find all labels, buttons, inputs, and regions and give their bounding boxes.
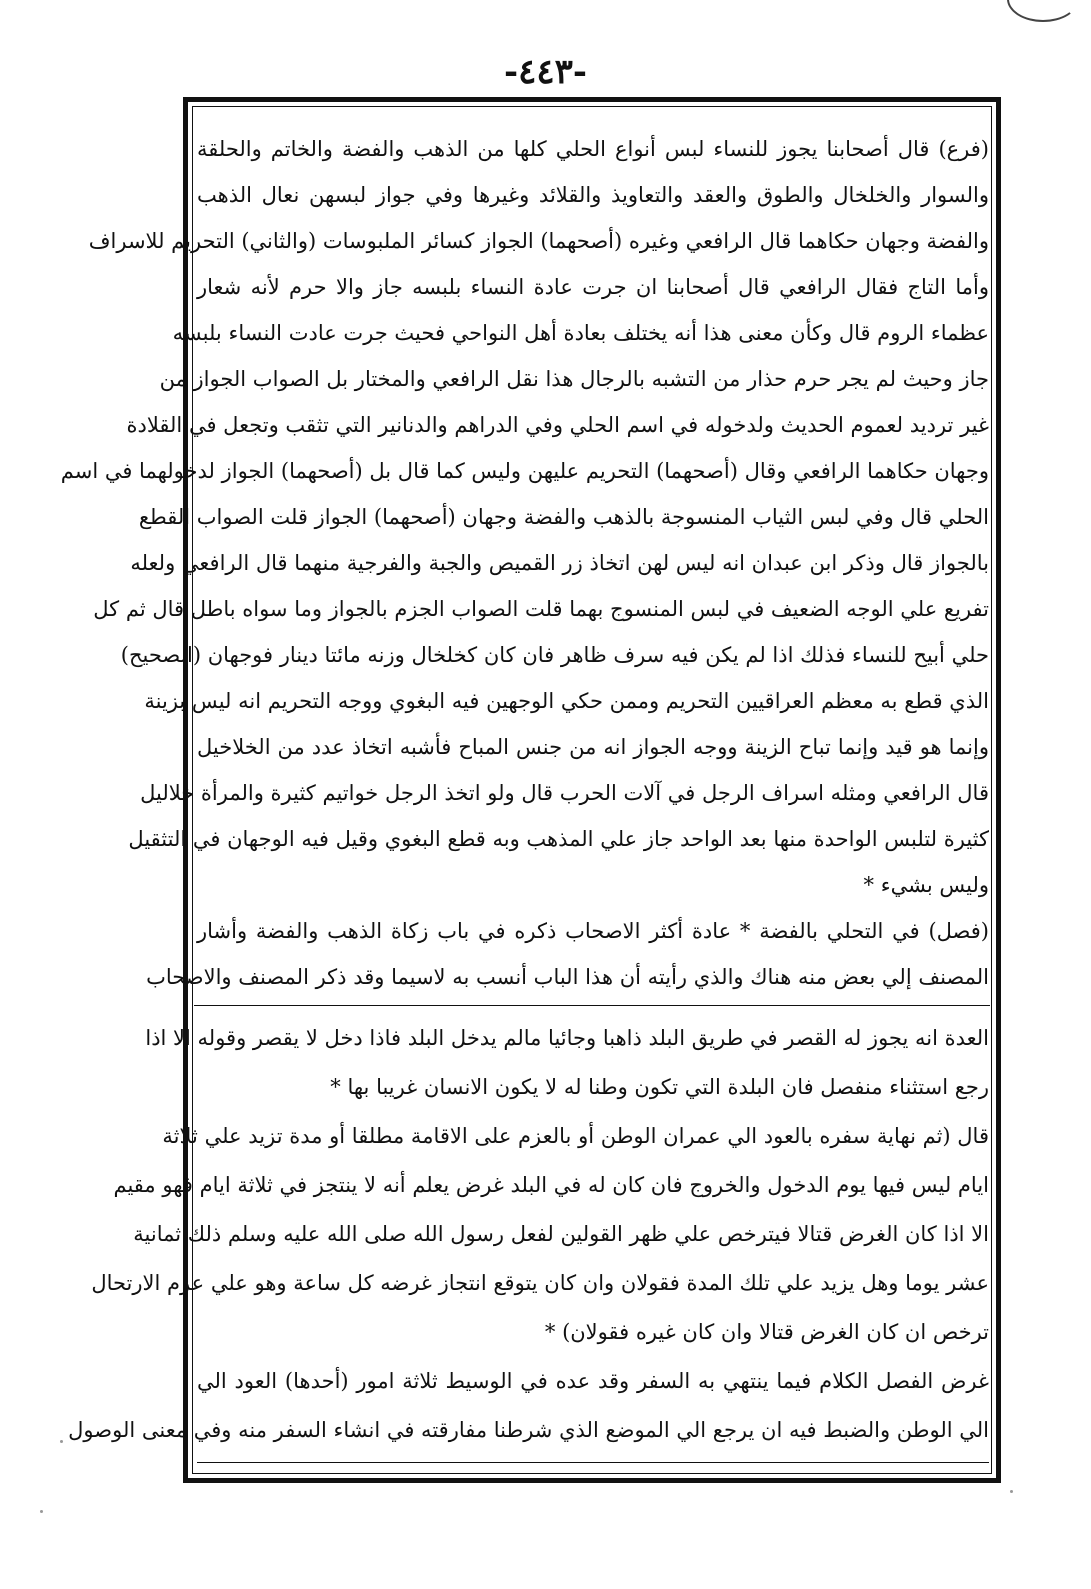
main-text-line: والسوار والخلخال والطوق والعقد والتعاويذ والقلائد وغيرها وفي جواز لبسهن نعال الذهب — [197, 183, 989, 207]
commentary-text-line: عشر يوما وهل يزيد علي تلك المدة فقولان وان كان يتوقع انتجاز غرضه كل ساعة وهو علي عزم الارتحال — [91, 1271, 989, 1295]
main-text-line: كثيرة لتلبس الواحدة منها بعد الواحد جاز علي المذهب وبه قطع البغوي وقيل فيه الوجهان في التثقيل — [128, 827, 989, 851]
main-text-line: بالجواز قال وذكر ابن عبدان انه ليس لهن اتخاذ زر القميص والجبة والفرجية منهما قال الرافعي ولعله — [130, 551, 989, 575]
main-text-line: حلي أبيح للنساء فذلك اذا لم يكن فيه سرف ظاهر فان كان كخلخال وزنه مائتا دينار فوجهان (الصحيح) — [120, 643, 989, 667]
commentary-text-line: ايام ليس فيها يوم الدخول والخروج فان كان له في البلد غرض يعلم أنه لا ينتجز في ثلاثة ايام فهو مقيم — [113, 1173, 989, 1197]
scan-speck — [60, 1440, 63, 1443]
main-text-line: تفريع علي الوجه الضعيف في لبس المنسوج بهما قلت الصواب الجزم بالجواز وما سواه باطل قال ثم كل — [93, 597, 989, 621]
commentary-text-line: قال (ثم نهاية سفره بالعود الي عمران الوطن أو بالعزم على الاقامة مطلقا أو مدة تزيد علي ثلاثة — [162, 1124, 989, 1148]
main-text-block — [60, 126, 989, 1000]
commentary-text-line: غرض الفصل الكلام فيما ينتهي به السفر وقد عده في الوسيط ثلاثة امور (أحدها) العود الي — [197, 1369, 989, 1393]
main-text-line: المصنف إلي بعض منه هناك والذي رأيته أن هذا الباب أنسب به لاسيما وقد ذكر المصنف والاصحاب — [146, 965, 989, 989]
main-text-line: قال الرافعي ومثله اسراف الرجل في آلات الحرب قال ولو اتخذ الرجل خواتيم كثيرة والمرأة خلاليل — [140, 781, 989, 805]
corner-scribble — [1007, 0, 1079, 22]
main-text-line: (فصل) في التحلي بالفضة * عادة أكثر الاصحاب ذكره في باب زكاة الذهب والفضة وأشار — [197, 919, 989, 943]
main-text-line: الذي قطع به معظم العراقيين التحريم وممن حكي الوجهين فيه البغوي ووجه التحريم انه ليس بزينة — [144, 689, 989, 713]
main-text-line: وأما التاج فقال الرافعي قال أصحابنا ان جرت عادة النساء بلبسه جاز والا حرم لأنه شعار — [197, 275, 989, 299]
bottom-rule — [197, 1462, 989, 1463]
main-text-line: غير ترديد لعموم الحديث ولدخوله في اسم الحلي وفي الدراهم والدنانير التي تثقب وتجعل في القلادة — [126, 413, 989, 437]
main-text-line: وإنما هو قيد وإنما تباح الزينة ووجه الجواز انه من جنس المباح فأشبه اتخاذ عدد من الخلاخيل — [197, 735, 989, 759]
commentary-text-line: الي الوطن والضبط فيه ان يرجع الي الموضع الذي شرطنا مفارقته في انشاء السفر منه وفي معنى الوصول — [68, 1418, 989, 1442]
scan-speck — [40, 1510, 43, 1513]
commentary-text-line: الا اذا كان الغرض قتالا فيترخص علي ظهر القولين لفعل رسول الله صلى الله عليه وسلم ذلك ثمانية — [133, 1222, 989, 1246]
main-text-line: جاز وحيث لم يجر حرم حذار من التشبه بالرجال هذا نقل الرافعي والمختار بل الصواب الجواز من — [159, 367, 989, 391]
main-text-line: والفضة وجهان حكاهما قال الرافعي وغيره (أصحهما) الجواز كسائر الملبوسات (والثاني) التحريم للاسراف — [88, 229, 989, 253]
commentary-text-line: ترخص ان كان الغرض قتالا وان كان غيره فقولان) * — [544, 1320, 989, 1344]
main-text-line: وليس بشيء * — [863, 873, 989, 897]
commentary-text-line: العدة انه يجوز له القصر في طريق البلد ذاهبا وجائيا مالم يدخل البلد فاذا دخل لا يقصر وقوله الا اذا — [145, 1026, 989, 1050]
commentary-text-line: رجع استثناء منفصل فان البلدة التي تكون وطنا له لا يكون الانسان غريبا بها * — [330, 1075, 989, 1099]
commentary-text-block — [68, 1014, 989, 1455]
scan-speck — [1010, 1490, 1013, 1493]
section-divider — [194, 1005, 990, 1006]
page-number: -٤٤٣- — [503, 52, 588, 92]
main-text-line: عظماء الروم قال وكأن معنى هذا أنه يختلف بعادة أهل النواحي فحيث جرت عادت النساء بلبسه — [172, 321, 989, 345]
main-text-line: (فرع) قال أصحابنا يجوز للنساء لبس أنواع الحلي كلها من الذهب والفضة والخاتم والحلقة — [197, 137, 989, 161]
main-text-line: وجهان حكاهما الرافعي وقال (أصحهما) التحريم عليهن وليس كما قال بل (أصحهما) الجواز لدخولهما في اسم — [60, 459, 989, 483]
main-text-line: الحلي قال وفي لبس الثياب المنسوجة بالذهب والفضة وجهان (أصحهما) الجواز قلت الصواب القطع — [138, 505, 989, 529]
